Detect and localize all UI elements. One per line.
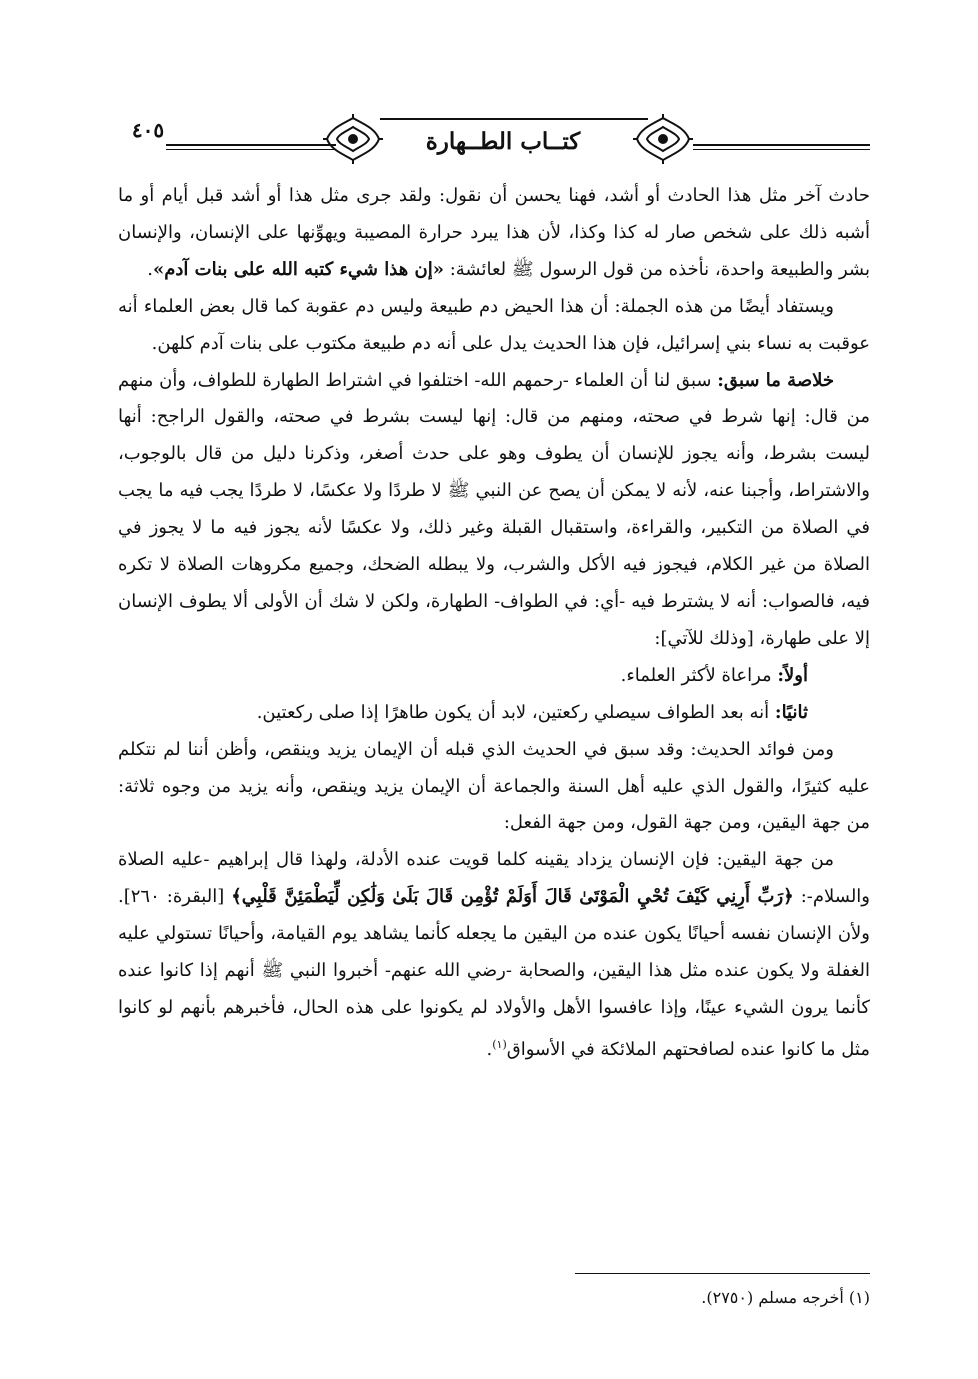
paragraph-5-end: . [486, 1038, 493, 1060]
header-rule-right-thin [693, 149, 870, 150]
paragraph-4 [118, 732, 870, 843]
list-item-first-lead: أولاً: [777, 664, 808, 686]
header-rule-left [166, 144, 336, 146]
paragraph-5-text: من جهة اليقين: فإن الإنسان يزداد يقينه كلما قويت عنده الأدلة، ولهذا قال إبراهيم -عليه الصلاة والسلام-: [118, 849, 870, 908]
page-number: ٤٠٥ [131, 118, 165, 142]
list-item-first [118, 658, 870, 695]
arabesque-ornament-icon [633, 114, 693, 164]
footnote-rule [575, 1273, 870, 1274]
footnote-marker[interactable]: (١) [492, 1037, 507, 1051]
summary-heading: خلاصة ما سبق: [717, 369, 834, 391]
paragraph-2-text: ويستفاد أيضًا من هذه الجملة: أن هذا الحيض دم طبيعة وليس دم عقوبة كما قال بعض العلماء أنه عوقبت به نساء بني إسرائيل، فإن هذا الحديث يدل على أنه دم طبيعة مكتوب على بنات آدم كلهن. [118, 295, 870, 354]
list-item-second-lead: ثانيًا: [774, 701, 808, 723]
footnote: (١) أخرجه مسلم (٢٧٥٠). [701, 1288, 870, 1307]
paragraph-2 [118, 289, 870, 363]
verse-reference: [البقرة: ٢٦٠] [123, 886, 232, 908]
list-item-second [118, 695, 870, 732]
paragraph-3 [118, 363, 870, 658]
header-rule-top [380, 118, 648, 120]
paragraph-5 [118, 842, 870, 1068]
hadith-quote: «إن هذا شيء كتبه الله على بنات آدم» [152, 258, 444, 280]
body-text [118, 178, 870, 1069]
quran-verse: ﴿رَبِّ أَرِنِي كَيْفَ تُحْيِ الْمَوْتَىٰ قَالَ أَوَلَمْ تُؤْمِن قَالَ بَلَىٰ وَلَٰكِن لِّيَطْمَئِنَّ قَلْبِي﴾ [231, 886, 794, 908]
list-item-second-text: أنه بعد الطواف سيصلي ركعتين، لابد أن يكون طاهرًا إذا صلى ركعتين. [256, 701, 775, 723]
paragraph-4-text: ومن فوائد الحديث: وقد سبق في الحديث الذي قبله أن الإيمان يزيد وينقص، وأظن أننا لم نتكلم عليه كثيرًا، والقول الذي عليه أهل السنة والجماعة أن الإيمان يزيد وينقص، وأنه يزيد من وجوه ثلاثة: من جهة اليقين، ومن جهة القول، ومن جهة الفعل: [118, 738, 870, 834]
paragraph-1-end: . [147, 258, 153, 280]
book-title: كتــاب الطــهارة [425, 128, 581, 155]
list-item-first-text: مراعاة لأكثر العلماء. [620, 664, 778, 686]
running-header [118, 112, 870, 172]
header-rule-left-thin [166, 149, 336, 150]
arabesque-ornament-icon [323, 114, 383, 164]
paragraph-5-text-cont: . ولأن الإنسان نفسه أحيانًا يكون عنده من اليقين ما يجعله كأنما يشاهد يوم القيامة، وأحيانًا تستولي عليه الغفلة ولا يكون عنده مثل هذا اليقين، والصحابة -رضي الله عنهم- أخبروا النبي ﷺ أنهم إذا كانوا عنده كأنما يرون الشيء عينًا، وإذا عافسوا الأهل والأولاد لم يكونوا على هذه الحال، فأخبرهم بأنهم لو كانوا مثل ما كانوا عنده لصافحتهم الملائكة في الأسواق [118, 886, 870, 1060]
paragraph-1-text: حادث آخر مثل هذا الحادث أو أشد، فهنا يحسن أن نقول: ولقد جرى مثل هذا أو أشد قبل أيام أو ما أشبه ذلك على شخص صار له كذا وكذا، لأن هذا يبرد حرارة المصيبة ويهوِّنها على الإنسان، والإنسان بشر والطبيعة واحدة، نأخذه من قول الرسول ﷺ لعائشة: [118, 185, 870, 280]
paragraph-1 [118, 178, 870, 289]
paragraph-3-text: سبق لنا أن العلماء -رحمهم الله- اختلفوا في اشتراط الطهارة للطواف، وأن منهم من قال: إنها شرط في صحته، ومنهم من قال: إنها ليست بشرط في صحته، والقول الراجح: أنها ليست بشرط، وأنه يجوز للإنسان أن يطوف وهو على حدث أصغر، وذكرنا دليل من قال بالوجوب، والاشتراط، وأجبنا عنه، لأنه لا يمكن أن يصح عن النبي ﷺ لا طردًا ولا عكسًا، لا طردًا يجب فيه ما يجب في الصلاة من التكبير، والقراءة، واستقبال القبلة وغير ذلك، ولا عكسًا لأنه يجوز فيه ما لا يجوز في الصلاة من غير الكلام، فيجوز فيه الأكل والشرب، ولا يبطله الضحك، وجميع مكروهات الصلاة لا تكره فيه، فالصواب: أنه لا يشترط فيه -أي: في الطواف- الطهارة، ولكن لا شك أن الأولى ألا يطوف الإنسان إلا على طهارة، [وذلك للآتي]: [118, 369, 870, 649]
header-rule-right [693, 144, 870, 146]
